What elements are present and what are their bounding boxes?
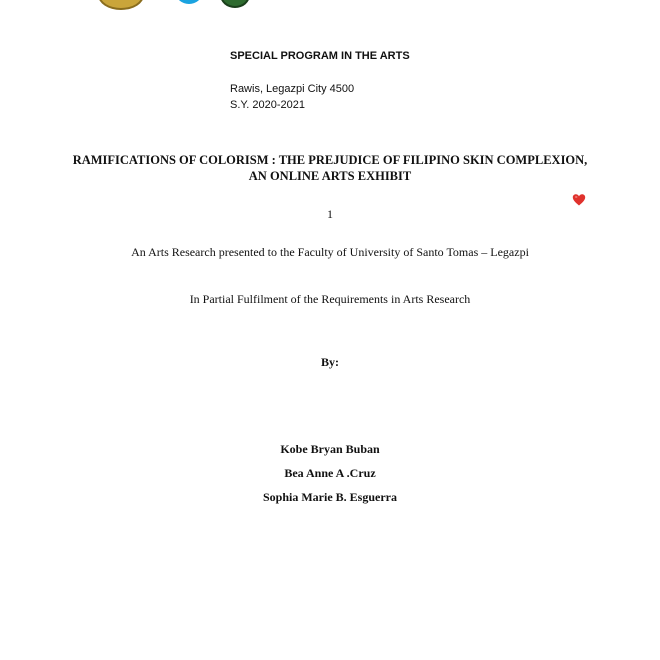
green-seal-logo <box>220 0 250 8</box>
presented-to-statement: An Arts Research presented to the Faculty of University of Santo Tomas – Legazpi <box>131 245 529 259</box>
blue-seal-logo <box>176 0 202 4</box>
research-title-line-1: RAMIFICATIONS OF COLORISM : THE PREJUDICE OF FILIPINO SKIN COMPLEXION, <box>72 153 588 167</box>
program-name: SPECIAL PROGRAM IN THE ARTS <box>230 50 410 62</box>
page-number: 1 <box>327 207 333 221</box>
research-title-line-2: AN ONLINE ARTS EXHIBIT <box>248 169 412 183</box>
heart-icon[interactable] <box>572 193 586 207</box>
author-name: Sophia Marie B. Esguerra <box>263 490 397 504</box>
by-label: By: <box>321 355 339 369</box>
partial-fulfilment-statement: In Partial Fulfilment of the Requirements in Arts Research <box>189 292 471 306</box>
author-name: Bea Anne A .Cruz <box>284 466 376 480</box>
header-logos <box>0 0 660 12</box>
author-name: Kobe Bryan Buban <box>280 442 380 456</box>
school-seal-logo <box>98 0 144 10</box>
school-year: S.Y. 2020-2021 <box>230 99 306 111</box>
school-address: Rawis, Legazpi City 4500 <box>230 83 355 95</box>
